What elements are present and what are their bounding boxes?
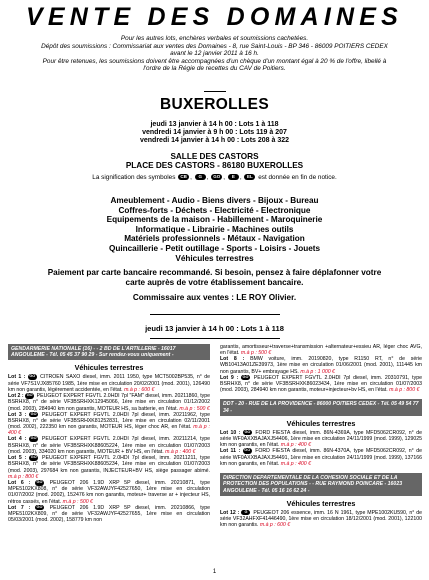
lot-entry-continued <box>220 344 422 356</box>
lot-entry <box>220 375 422 394</box>
fuel-badge-icon: GO <box>29 374 36 379</box>
lot-entry <box>220 356 422 374</box>
lot-price: m.à p : 800 € <box>389 387 420 394</box>
lot-price: m.à p : 600 € <box>259 522 291 529</box>
lot-price: m.à p : 400 € <box>280 460 311 467</box>
category-line: Matériels professionnels - Métaux - Navigation <box>124 234 305 244</box>
section-title: Véhicules terrestres <box>286 498 356 508</box>
lot-entry <box>8 436 210 455</box>
lot-number: Lot 9 : <box>220 374 239 381</box>
lot-entry <box>8 455 210 480</box>
lot-number: Lot 6 : <box>8 480 31 487</box>
lot-entry <box>8 374 210 393</box>
lot-number: Lot 11 : <box>220 448 241 455</box>
fuel-badge-icon: GO <box>30 411 37 416</box>
category-line: Equipements de la maison - Habillement - Maroquinerie <box>106 215 323 225</box>
symbol-badge: E <box>228 174 239 180</box>
lot-entry <box>8 393 210 412</box>
section-title: Véhicules terrestres <box>286 418 356 428</box>
lot-entry <box>8 505 210 524</box>
lot-price: m.à p : 400 € <box>165 448 196 455</box>
lot-number: Lot 3 : <box>8 411 27 418</box>
place-name: SALLE DES CASTORS <box>170 152 259 161</box>
lot-description: PEUGEOT 206 essence, imm. 16 N 1961, type MPE1002KU590, n° de série VF32AHFXF41446490, 1ère mise en circulation 18/12/2001 (mod. 2001), 122100 km non garantis. <box>220 509 422 529</box>
session-line: vendredi 14 janvier à 14 h 00 : Lots 208 à 322 <box>139 137 290 145</box>
lot-description: garantis, amortisseur+traverse+transmission +alternateur+essieu AR, léger choc AVG, en l'état. <box>220 344 422 357</box>
intro-line: Pour les autres lots, enchères verbales et soumissions cachetées. <box>120 35 309 42</box>
lot-entry <box>8 480 210 505</box>
fuel-badge-icon: GO <box>30 455 37 460</box>
session-heading: jeudi 13 janvier à 14 h 00 : Lots 1 à 118 <box>145 324 284 333</box>
divider <box>204 91 226 92</box>
lot-price: m.à p : 400 € <box>280 442 311 449</box>
payment-line: carte auprès de votre établissement bancaire. <box>125 277 304 287</box>
place-address: PLACE DES CASTORS - 86180 BUXEROLLES <box>125 161 304 171</box>
lot-number: Lot 2 : <box>8 393 24 400</box>
lot-description: CITROEN SAXO diesel, imm. 2011 1950, type MCT5002BP535, n° de série VF7S1VJX85760 1985, 1ère mise en circulation 20/02/2001 (mod. 2001), 126490 km non garantis, légèrement accidentée, en l'état. <box>8 374 210 393</box>
lot-description: PEUGEOT EXPERT FGVTL 2.0HDI 7pl diesel, imm. 20310791, type BSRHX8, n° de série VF3BSRHXK86023434, 1ère mise en circulation 01/07/2003 (mod. 2003), 284940 km non garantis, moteur+injecteur+bv HS, en l'état. <box>220 374 422 394</box>
sale-city: BUXEROLLES <box>160 96 269 113</box>
intro-line: Pour être retenues, les soumissions doivent être accompagnées d'un chèque d'un montant égal à 20 % de l'offre, libellé à l'ordre de la Régie de recettes du CAV de Poitiers. <box>42 57 387 73</box>
seller-box: GENDARMERIE NATIONALE (16) - - 2 BD DE L'ARTILLERIE - 16017 ANGOULEME - Tél. 05 45 37 90 29 - Sur rendez-vous uniquement - <box>8 344 210 360</box>
session-schedule <box>0 121 429 146</box>
lot-description: FORD FIESTA diesel, imm. 86N-4369A, type MFD5062CR092, n° de série WF0AXXBAJAXJ54406, 1ère mise en circulation 24/11/1999 (mod. 1999), 129025 km non garantis, en l'état. <box>220 430 422 449</box>
lot-price: m.à p : 500 € <box>240 350 272 357</box>
category-line: Ameublement - Audio - Biens divers - Bijoux - Bureau <box>110 196 319 205</box>
right-column <box>220 344 422 528</box>
fuel-badge-icon: GO <box>244 448 251 453</box>
symbol-badge: CB <box>178 174 189 180</box>
page-number: 1 <box>212 569 217 575</box>
fuel-badge-icon: GO <box>242 374 249 379</box>
symbols-prefix: La signification des symboles <box>92 174 176 181</box>
lot-price: m.à p : 400 € <box>8 424 210 437</box>
lot-description: PEUGEOT EXPERT FGVTL 2.0HDI 7pl diesel, imm. 20211214, type BSRHX8, n° de série VF3BSRHXK88605224, 1ère mise en circulation 01/07/2003 (mod. 2003), 334020 km non garantis, MOTEUR + BV HS, en l'état. <box>8 436 210 455</box>
lot-entry <box>220 430 422 449</box>
seller-box: DDT - 20 - RUE DE LA PROVIDENCE - 86000 POITIERS CEDEX - Tél. 05 49 54 77 34 - <box>220 399 422 415</box>
symbol-badge: EL <box>244 174 255 180</box>
lot-description: PEUGEOT 206 1.9D XRP 5P diesel, imm. 20210866, type MPE5102KX809, n° de série VF32AWJYF42527655, 1ère mise en circulation 05/03/2001 (mod. 2002), 158779 km non <box>8 504 211 524</box>
lot-description: PEUGEOT EXPERT FGVTL 2.0HDI 7pl "FAM" diesel, imm. 20211860, type BSRHX8, n° de série VF3BSRHXK12945066, 1ère mise en circulation 01/12/2002 (mod. 2003), 284940 km non garantis, MOTEUR HS, sa batterie, en l'état. <box>8 393 210 412</box>
symbol-badge: G <box>195 174 206 180</box>
lot-number: Lot 7 : <box>8 504 31 511</box>
category-line: Informatique - Librairie - Machines outils <box>135 224 294 234</box>
lot-price: m.à p : 500 € <box>179 405 210 412</box>
category-line: Quincaillerie - Petit outillage - Sports - Loisirs - Jouets <box>108 243 321 253</box>
payment-notice <box>0 268 429 287</box>
lot-description: PEUGEOT EXPERT FGVTL 2.0HDI 7pl diesel, imm. 20211211, type BSRHX8, n° de série VF3BSRHXK88605234, 1ère mise en circulation 01/07/2003 (mod. 2003), 297684 km non garantis, INJECTEUR+BV HS, siège passager abimé. <box>8 455 210 474</box>
lot-entry <box>220 510 422 529</box>
divider <box>150 314 280 315</box>
lot-number: Lot 1 : <box>8 374 26 381</box>
lot-price: m.à p : 800 € <box>8 473 39 480</box>
category-list <box>0 196 429 263</box>
lot-number: Lot 10 : <box>220 430 241 436</box>
fuel-badge-icon: GO <box>30 436 37 441</box>
symbols-note: La signification des symboles CB , G , GO , E , EL est donnée en fin de notice. <box>92 174 337 181</box>
fuel-badge-icon: GO <box>36 479 43 484</box>
intro-notice <box>36 35 393 73</box>
lot-price: m.à p : 600 € <box>124 386 155 393</box>
lot-description: PEUGEOT 206 1.9D XRP 5P diesel, imm. 20210871, type MPE5102KX808, n° de série VF32AWJYF42527650, 1ère mise en circulation 01/07/2002 (mod. 2002), 152476 km non garantis, moteur+ traverse ar + injecteur HS, rétros cassés, en l'état. <box>8 480 211 505</box>
lot-number: Lot 5 : <box>8 455 27 462</box>
lot-entry <box>220 448 422 467</box>
category-line: Véhicules terrestres <box>175 253 254 263</box>
section-title: Véhicules terrestres <box>74 363 144 373</box>
lot-entry <box>8 412 210 437</box>
lot-description: FORD FIESTA diesel, imm. 86N-4370A, type MFD5062CR092, n° de série WF0AXXBAJAXJ54491, 1ère mise en circulation 24/11/1999 (mod. 1999), 137166 km non garantis, en l'état. <box>220 448 422 467</box>
session-line: jeudi 13 janvier à 14 h 00 : Lots 1 à 118 <box>150 121 279 128</box>
lot-description: PEUGEOT EXPERT FGVTL 2.0HDI 7pl diesel, imm. 20211962, type BSRHX8, n° de série VF3BSRHXK81252831, 1ère mise en circulation 02/11/2001 (mod. 2002), 222350 km non garantis, MOTEUR HS, léger choc AR, en l'état. <box>8 411 210 431</box>
left-column <box>8 344 210 523</box>
fuel-badge-icon: GO <box>244 429 251 434</box>
symbol-badge: GO <box>213 174 221 180</box>
lot-number: Lot 8 : <box>220 356 245 363</box>
fuel-badge-icon: G <box>241 510 250 516</box>
lot-price: m.à p : 1 000 € <box>300 368 335 375</box>
lot-price: m.à p : 500 € <box>62 498 93 505</box>
sale-place <box>0 152 429 171</box>
session-line: vendredi 14 janvier à 9 h 00 : Lots 119 à 207 <box>142 129 287 137</box>
category-line: Coffres-forts - Déchets - Electricité - Electronique <box>118 205 311 215</box>
fuel-badge-icon: GO <box>36 504 43 509</box>
lot-description: BMW voiture, imm. 20190820, type R1150 RT, n° de série WB10413A01ZE39973, 1ère mise en circulation 01/06/2001 (mod. 2001), 111445 km non garantis, BV+ embrayage HS. <box>220 356 422 375</box>
symbols-suffix: est donnée en fin de notice. <box>258 174 337 181</box>
divider <box>150 338 280 339</box>
auctioneer-line: Commissaire aux ventes : LE ROY Olivier. <box>132 293 297 302</box>
page-title: VENTE DES DOMAINES <box>26 3 403 31</box>
lot-number: Lot 12 : <box>220 509 240 516</box>
payment-line: Paiement par carte bancaire recommandé. Si besoin, pensez à faire déplafonner votre <box>47 268 382 277</box>
intro-line: Dépôt des soumissions : Commissariat aux ventes des Domaines - 8, rue Saint-Louis - BP 346 - 86009 POITIERS CEDEX avant le 12 janvier 2011 à 16 h. <box>41 42 388 58</box>
lot-number: Lot 4 : <box>8 436 27 443</box>
seller-box: DIRECTION DEPARTEMENTALE DE LA COHESION SOCIALE ET DE LA PROTECTION DES POPULATIONS - - RUE RAYMOND POINCARE - 16023 ANGOULEME - Tél. 05 16 16 62 24 - <box>220 473 422 496</box>
fuel-badge-icon: GO <box>26 393 33 398</box>
